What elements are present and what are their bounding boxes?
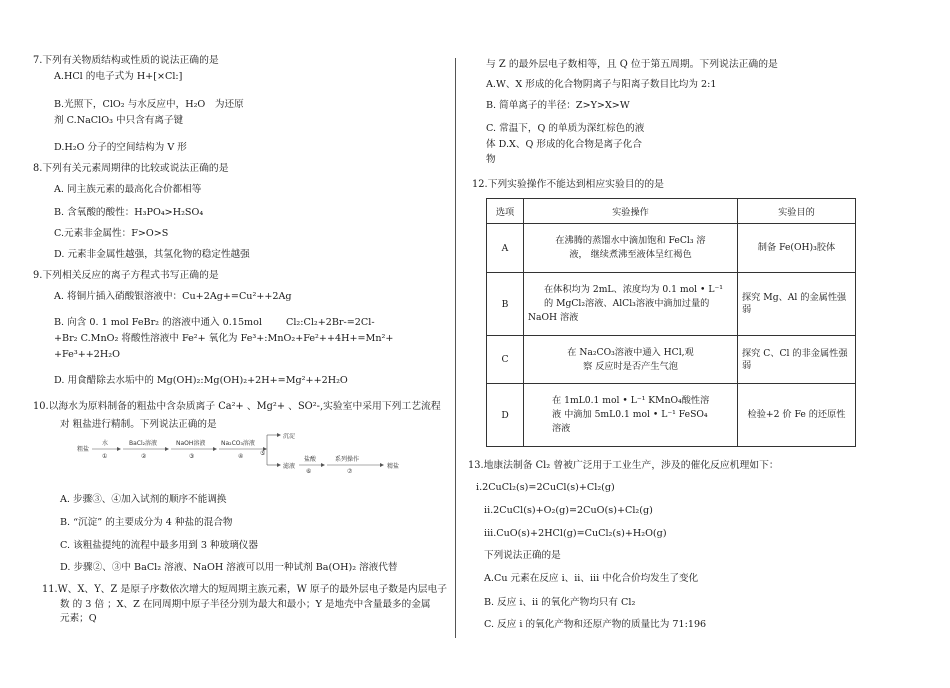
q9-option-d: D. 用食醋除去水垢中的 Mg(OH)₂:Mg(OH)₂+2H+=Mg²++2H₂O [54,375,348,386]
q9-option-a: A. 将铜片插入硝酸银溶液中：Cu+2Ag+=Cu²++2Ag [54,291,292,302]
q13-option-a: A.Cu 元素在反应 i、ii、iii 中化合价均发生了变化 [484,573,699,584]
q11-option-a: A.W、X 形成的化合物阴离子与阳离子数目比均为 2:1 [486,79,717,90]
purpose-line: 弱 [742,304,752,315]
q10-stem-line1: 10.以海水为原料制备的粗盐中含杂质离子 Ca²+ 、Mg²+ 、SO²-,实验室中采用下列工艺流程 [33,401,441,412]
q11-stem-line1: 11.W、X、Y、Z 是原子序数依次增大的短周期主族元素，W 原子的最外层电子数是内层电子 [42,584,448,595]
purpose-line: 探究 C、Cl 的非金属性强 [742,347,848,359]
operation-line: NaOH 溶液 [528,312,579,323]
flow-arrow-head [380,463,384,467]
purpose-line: 检验+2 价 Fe 的还原性 [747,409,846,420]
q11-continued-line1: 与 Z 的最外层电子数相等，且 Q 位于第五周期。下列说法正确的是 [486,59,778,70]
flow-end: 精盐 [387,463,400,470]
operation-line: 在体积均为 2mL、浓度均为 0.1 mol • L⁻¹ [544,284,723,295]
experiment-table [486,198,856,447]
table-header-purpose: 实验目的 [738,199,856,224]
flow-step2-number: ② [141,453,147,460]
table-row [487,273,856,336]
process-flow-diagram [75,433,355,473]
process-flow-diagram-tail [325,450,420,476]
q7-option-b-line2: 剂 C.NaClO₃ 中只含有离子键 [54,115,184,126]
q11-option-c-line1: C. 常温下，Q 的单质为深红棕色的液 [486,123,645,134]
q13-reaction-1: i.2CuCl₂(s)=2CuCl(s)+Cl₂(g) [476,482,615,493]
flow-arrow-head [213,447,217,451]
table-cell-option: A [487,224,524,273]
q8-option-c: C.元素非金属性：F>O>S [54,228,169,239]
operation-line: 液 中滴加 5mL0.1 mol • L⁻¹ FeSO₄ [552,409,708,420]
q11-option-b: B. 简单离子的半径：Z>Y>X>W [486,100,630,111]
q10-option-a: A. 步骤③、④加入试剂的顺序不能调换 [60,494,227,505]
q12-stem: 12.下列实验操作不能达到相应实验目的的是 [472,179,664,190]
table-cell-operation [524,273,738,336]
q9-option-b-line1-equation: Cl₂:Cl₂+2Br-=2Cl- [286,317,375,328]
q13-reaction-3: iii.CuO(s)+2HCl(g)=CuCl₂(s)+H₂O(g) [484,528,667,539]
q9-option-b-line1: B. 向含 0. 1 mol FeBr₂ 的溶液中通入 0.15mol [54,317,262,328]
table-cell-option: D [487,384,524,447]
q13-option-c: C. 反应 i 的氧化产物和还原产物的质量比为 71:196 [484,619,707,630]
table-cell-purpose [738,273,856,336]
table-cell-operation [524,224,738,273]
q7-option-d: D.H₂O 分子的空间结构为 V 形 [54,142,187,153]
flow-step4-number: ④ [238,453,244,460]
flow-step7-reagent: 系列操作 [335,456,360,463]
q8-option-a: A. 同主族元素的最高化合价都相等 [54,184,202,195]
q11-stem-line2: 数 的 3 倍 ；X、Z 在同周期中原子半径分别为最大和最小；Y 是地壳中含量最多的金属 [60,599,431,610]
q11-option-c-line3: 物 [486,154,496,165]
flow-precipitate: 沉淀 [283,433,296,440]
flow-arrow-head [277,463,281,467]
q10-option-c: C. 该粗盐提纯的流程中最多用到 3 种玻璃仪器 [60,540,258,551]
q13-reaction-2: ii.2CuCl(s)+O₂(g)=2CuO(s)+Cl₂(g) [484,505,653,516]
flow-arrow-head [277,433,281,437]
flow-step1-reagent: 水 [102,440,109,447]
q7-option-b-line1: B.光照下，ClO₂ 与水反应中，H₂O 为还原 [54,99,244,110]
flow-step6-number: ⑥ [306,468,312,473]
q10-option-b: B. “沉淀” 的主要成分为 4 种盐的混合物 [60,517,233,528]
flow-step7-number: ⑦ [347,468,353,475]
table-cell-purpose [738,384,856,447]
table-header-row [487,199,856,224]
table-row [487,384,856,447]
operation-line: 察 反应时是否产生气泡 [583,360,678,372]
table-header-operation: 实验操作 [524,199,738,224]
q8-option-d: D. 元素非金属性越强，其氢化物的稳定性越强 [54,249,250,260]
q8-stem: 8.下列有关元素周期律的比较或说法正确的是 [33,163,229,174]
operation-line: 在 1mL0.1 mol • L⁻¹ KMnO₄酸性溶 [552,395,710,406]
table-cell-purpose [738,336,856,384]
flow-filtrate: 滤液 [283,463,296,470]
purpose-line: 弱 [742,359,752,371]
q8-option-b: B. 含氧酸的酸性：H₃PO₄>H₂SO₄ [54,207,204,218]
flow-arrow-head [117,447,121,451]
table-row [487,224,856,273]
q10-option-d: D. 步骤②、③中 BaCl₂ 溶液、NaOH 溶液可以用一种试剂 Ba(OH)₂ 溶液代替 [60,562,398,573]
table-row [487,336,856,384]
q9-stem: 9.下列相关反应的离子方程式书写正确的是 [33,270,219,281]
q13-ask: 下列说法正确的是 [484,550,561,561]
q13-option-b: B. 反应 i、ii 的氧化产物均只有 Cl₂ [484,597,636,608]
table-cell-option: B [487,273,524,336]
table-cell-purpose [738,224,856,273]
flow-step6-reagent: 盐酸 [304,456,317,463]
q13-stem: 13.地康法制备 Cl₂ 曾被广泛用于工业生产，涉及的催化反应机理如下： [468,460,779,471]
q10-stem-line2: 对 粗盐进行精制。下列说法正确的是 [60,419,217,430]
q9-option-b-line2: +Br₂ C.MnO₂ 将酸性溶液中 Fe²+ 氧化为 Fe³+:MnO₂+Fe²++4H+=Mn²+ [54,333,394,344]
flow-step3-number: ③ [189,453,195,460]
table-cell-operation [524,384,738,447]
operation-line: 液， 继续煮沸至液体呈红褐色 [569,249,692,260]
operation-line: 溶液 [552,423,571,434]
flow-start: 粗盐 [77,446,90,453]
table-cell-operation [524,336,738,384]
flow-step2-reagent: BaCl₂溶液 [129,440,158,447]
column-divider [455,58,456,638]
operation-line: 在 Na₂CO₃溶液中通入 HCl,观 [567,346,694,358]
table-cell-option: C [487,336,524,384]
table-header-option: 选项 [487,199,524,224]
q11-option-c-line2: 体 D.X、Q 形成的化合物是离子化合 [486,139,642,150]
operation-line: 的 MgCl₂溶液、AlCl₃溶液中滴加过量的 [544,298,710,309]
q7-option-a: A.HCl 的电子式为 H+[×Cl:] [54,71,183,82]
q11-stem-line3: 元素；Q [60,613,97,624]
q9-option-b-line3: +Fe³++2H₂O [54,349,120,360]
flow-step3-reagent: NaOH溶液 [176,440,206,447]
flow-arrow-head [165,447,169,451]
purpose-line: 制备 Fe(OH)₃胶体 [757,242,836,253]
purpose-line: 探究 Mg、Al 的金属性强 [742,292,847,303]
flow-step4-reagent: Na₂CO₃溶液 [221,440,255,447]
flow-step5-number: ⑤ [260,450,266,457]
q7-stem: 7.下列有关物质结构或性质的说法正确的是 [33,55,219,66]
operation-line: 在沸腾的蒸馏水中滴加饱和 FeCl₃ 溶 [555,235,706,246]
flow-step1-number: ① [102,453,108,460]
